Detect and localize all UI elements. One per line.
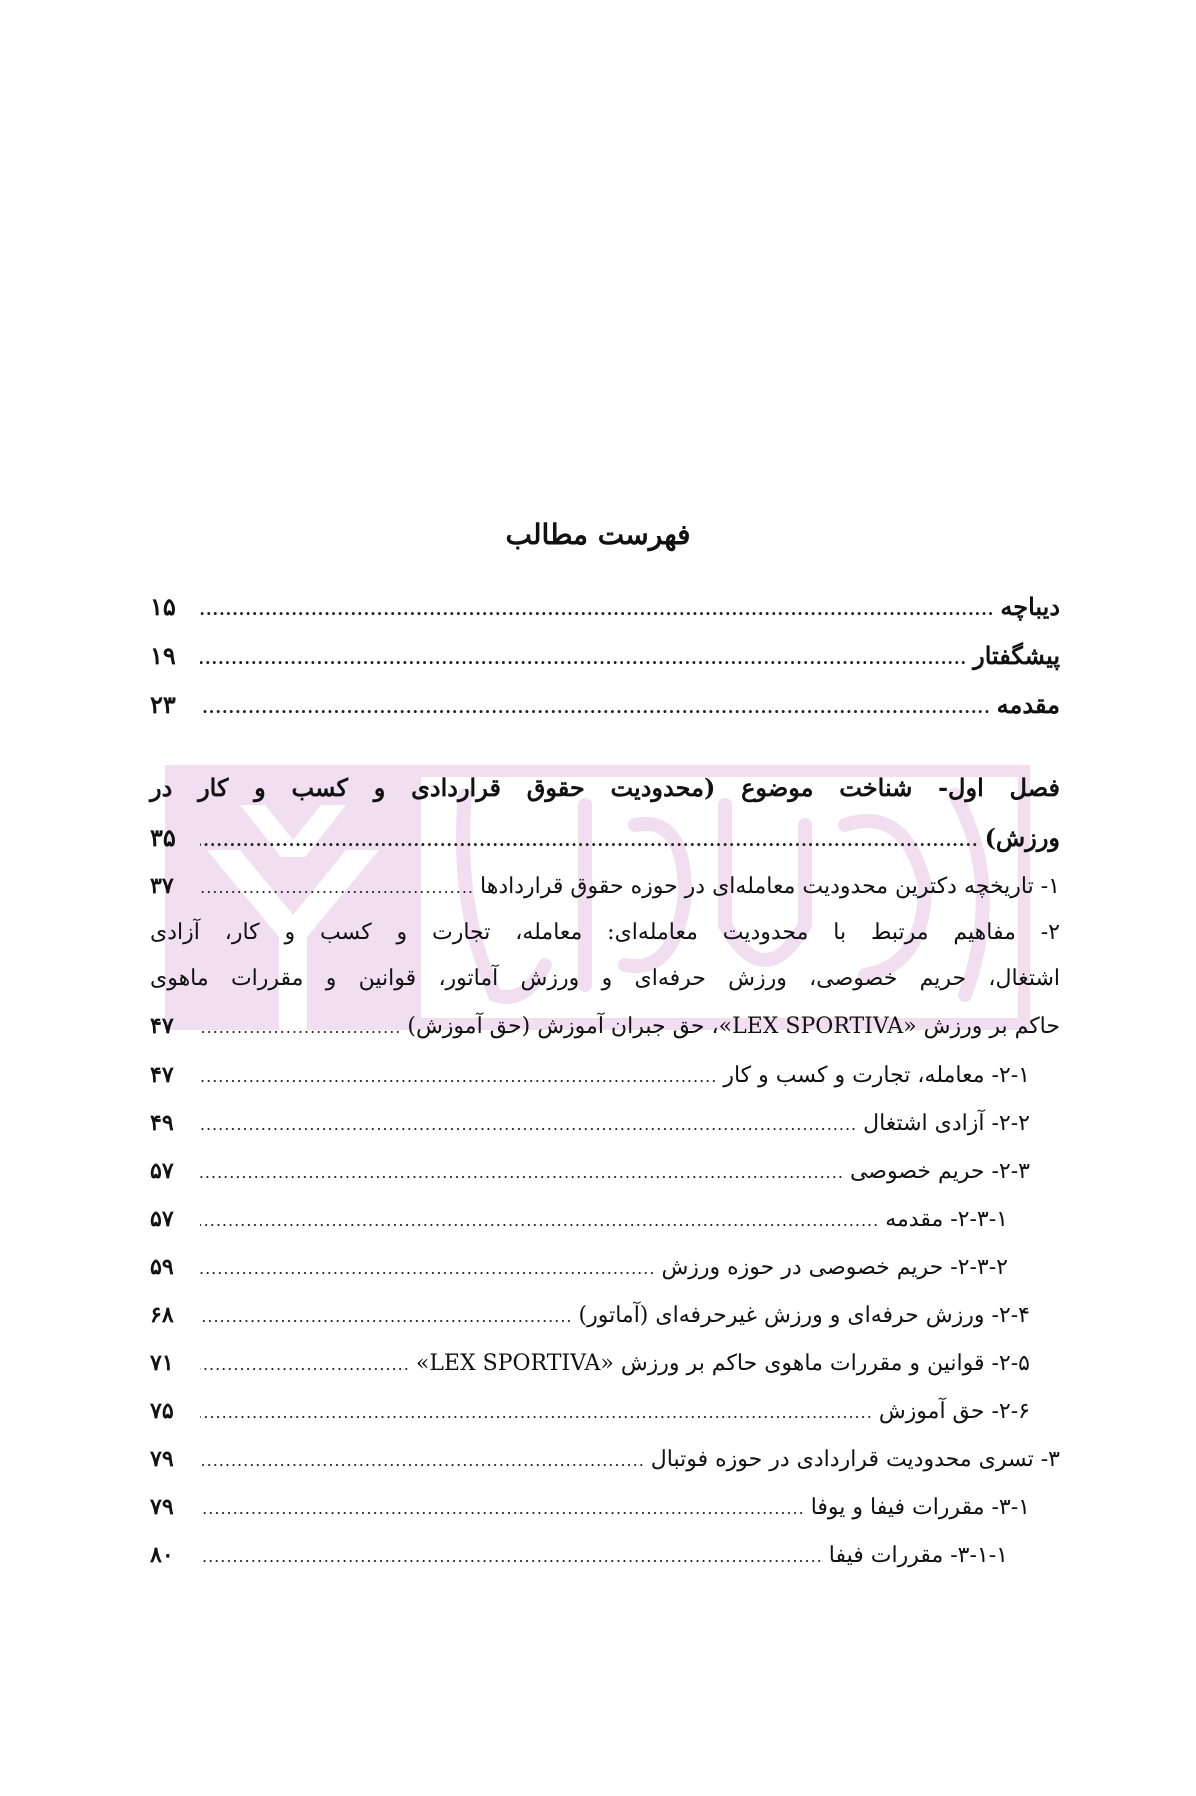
chapter-heading-line1: فصل اول- شناخت موضوع (محدودیت حقوق قراردادی و کسب و کار در (150, 773, 1060, 802)
toc-entry-page: ۱۹ (150, 641, 176, 670)
toc-entry-label: مقدمه (996, 690, 1060, 719)
toc-entry-page: ۷۵ (150, 1398, 174, 1424)
toc-entry-chapter[interactable] (150, 823, 1060, 852)
dot-leader (200, 649, 967, 668)
toc-entry-2-4[interactable] (150, 1302, 1030, 1328)
toc-entry-front-0[interactable] (150, 592, 1060, 621)
toc-entry-front-1[interactable] (150, 641, 1060, 670)
toc-entry-label: ۲-۵- قوانین و مقررات ماهوی حاکم بر ورزش «LEX SPORTIVA» (415, 1351, 1030, 1376)
toc-entry-3-1[interactable] (150, 1494, 1030, 1520)
dot-leader (200, 878, 474, 897)
toc-entry-label: ۲-۴- ورزش حرفه‌ای و ورزش غیرحرفه‌ای (آماتور) (578, 1303, 1030, 1328)
toc-entry-label: ۳-۱-۱- مقررات فیفا (828, 1543, 1008, 1568)
toc-entry-label: ۲-۱- معامله، تجارت و کسب و کار (723, 1063, 1030, 1088)
dot-leader (200, 1451, 645, 1470)
dot-leader (200, 1547, 823, 1566)
toc-entry-page: ۵۹ (150, 1254, 174, 1280)
section-2-line1: ۲- مفاهیم مرتبط با محدودیت معامله‌ای: معامله، تجارت و کسب و کار، آزادی (150, 920, 1060, 945)
toc-entry-2-6[interactable] (150, 1398, 1030, 1424)
toc-entry-label: ۲-۶- حق آموزش (878, 1399, 1030, 1424)
toc-entry-section-1[interactable] (150, 873, 1060, 899)
toc-entry-2-1[interactable] (150, 1062, 1030, 1088)
toc-entry-page: ۳۵ (150, 823, 176, 852)
dot-leader (200, 831, 979, 850)
toc-entry-label: ۲-۳-۱- مقدمه (885, 1207, 1008, 1232)
toc-entry-2-2[interactable] (150, 1110, 1030, 1136)
toc-entry-page: ۴۷ (150, 1013, 174, 1039)
toc-entry-3[interactable] (150, 1446, 1060, 1472)
section-2-line2: اشتغال، حریم خصوصی، ورزش حرفه‌ای و ورزش آماتور، قوانین و مقررات ماهوی (150, 966, 1060, 991)
dot-leader (200, 1403, 873, 1422)
toc-entry-page: ۱۵ (150, 592, 176, 621)
toc-entry-page: ۵۷ (150, 1158, 174, 1184)
dot-leader (200, 1259, 655, 1278)
toc-title: فهرست مطالب (505, 518, 691, 551)
toc-entry-page: ۸۰ (150, 1542, 174, 1568)
dot-leader (200, 1211, 879, 1230)
toc-entry-page: ۴۹ (150, 1110, 174, 1136)
dot-leader (200, 1307, 573, 1326)
dot-leader (200, 1355, 410, 1374)
toc-entry-2-3[interactable] (150, 1158, 1030, 1184)
toc-entry-label: ۲-۳-۲- حریم خصوصی در حوزه ورزش (661, 1255, 1008, 1280)
toc-entry-page: ۵۷ (150, 1206, 174, 1232)
toc-entry-label: ۳- تسری محدودیت قراردادی در حوزه فوتبال (650, 1447, 1060, 1472)
toc-entry-label: حاکم بر ورزش «LEX SPORTIVA»، حق جبران آموزش (حق آموزش) (407, 1014, 1060, 1039)
toc-entry-page: ۷۹ (150, 1446, 174, 1472)
toc-entry-page: ۴۷ (150, 1062, 174, 1088)
dot-leader (200, 1067, 717, 1086)
dot-leader (200, 1018, 401, 1037)
toc-entry-label: پیشگفتار (973, 641, 1060, 670)
toc-entry-page: ۲۳ (150, 690, 176, 719)
dot-leader (200, 1499, 805, 1518)
toc-entry-2-5[interactable] (150, 1350, 1030, 1376)
dot-leader (200, 698, 991, 717)
toc-entry-page: ۶۸ (150, 1302, 174, 1328)
toc-entry-3-1-1[interactable] (150, 1542, 1008, 1568)
toc-entry-label: دیباچه (1000, 592, 1060, 621)
toc-entry-page: ۷۱ (150, 1350, 174, 1376)
dot-leader (200, 600, 994, 619)
toc-entry-label: ۲-۲- آزادی اشتغال (863, 1111, 1030, 1136)
toc-entry-page: ۳۷ (150, 873, 174, 899)
toc-entry-label: ۱- تاریخچه دکترین محدودیت معامله‌ای در حوزه حقوق قراردادها (480, 874, 1060, 899)
toc-entry-front-2[interactable] (150, 690, 1060, 719)
dot-leader (200, 1163, 844, 1182)
toc-entry-section-2[interactable] (150, 1013, 1060, 1039)
dot-leader (200, 1115, 857, 1134)
toc-entry-label: ۲-۳- حریم خصوصی (849, 1159, 1030, 1184)
toc-entry-2-3-1[interactable] (150, 1206, 1008, 1232)
toc-entry-page: ۷۹ (150, 1494, 174, 1520)
toc-entry-2-3-2[interactable] (150, 1254, 1008, 1280)
toc-entry-label: ورزش) (984, 823, 1060, 852)
toc-entry-label: ۳-۱- مقررات فیفا و یوفا (810, 1495, 1030, 1520)
